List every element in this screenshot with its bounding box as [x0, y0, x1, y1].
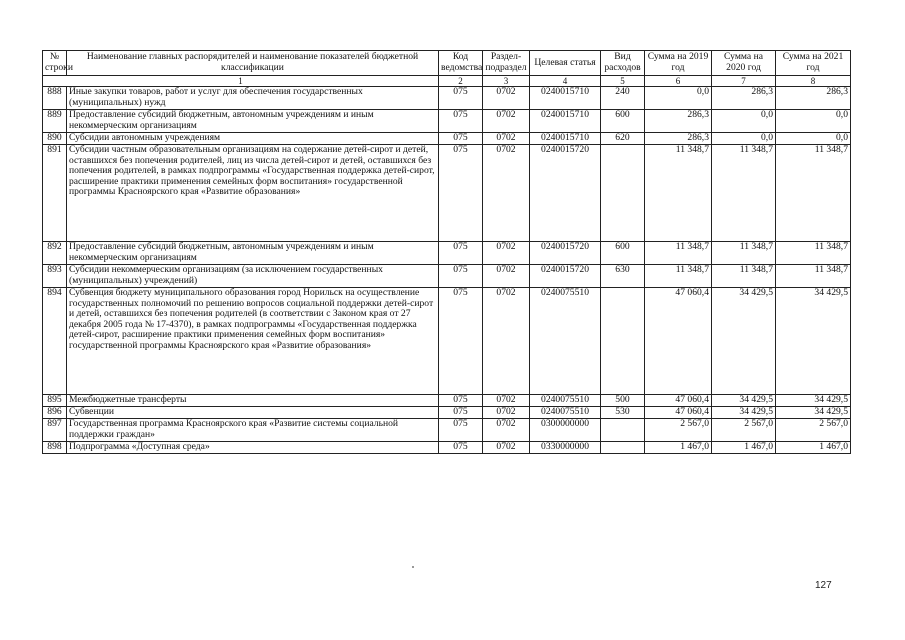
column-index-row	[43, 76, 851, 87]
row-expense-type	[601, 145, 645, 242]
row-sum-2021: 0,0	[776, 110, 851, 133]
row-name: Субвенция бюджету муниципального образования город Норильск на осуществление государственных полномочий по решению вопросов социальной поддержки детей-сирот и детей, оставшихся без попечения родителей (в соответствии с Законом края от 27 декабря 2005 года № 17-4370), в рамках подпрограммы «Государственная поддержка детей-сирот, расширение практики применения семейных форм воспитания» государственной программы Красноярского края «Развитие образования»	[67, 288, 439, 395]
row-name: Субсидии частным образовательным организациям на содержание детей-сирот и детей, оставшихся без попечения родителей, лиц из числа детей-сирот и детей, оставшихся без попечения родителей, в рамках подпрограммы «Государственная поддержка детей-сирот, расширение практики применения семейных форм воспитания» государственной программы Красноярского края «Развитие образования»	[67, 145, 439, 242]
column-index: 8	[776, 76, 851, 87]
row-section: 0702	[483, 407, 530, 419]
scan-artifact	[412, 566, 414, 568]
row-expense-type: 240	[601, 87, 645, 110]
column-index: 5	[601, 76, 645, 87]
row-expense-type: 530	[601, 407, 645, 419]
row-target-article: 0240015710	[530, 110, 601, 133]
row-section: 0702	[483, 395, 530, 407]
row-sum-2021: 286,3	[776, 87, 851, 110]
row-sum-2020: 11 348,7	[712, 145, 776, 242]
row-sum-2019: 286,3	[645, 133, 712, 145]
row-expense-type	[601, 442, 645, 454]
row-target-article: 0240015720	[530, 145, 601, 242]
row-sum-2020: 286,3	[712, 87, 776, 110]
row-name: Субсидии некоммерческим организациям (за исключением государственных (муниципальных) учреждений)	[67, 265, 439, 288]
table-row	[43, 242, 851, 265]
row-sum-2019: 47 060,4	[645, 407, 712, 419]
column-index: 6	[645, 76, 712, 87]
budget-sheet	[42, 50, 850, 454]
row-name: Иные закупки товаров, работ и услуг для обеспечения государственных (муниципальных) нужд	[67, 87, 439, 110]
row-sum-2021: 11 348,7	[776, 145, 851, 242]
table-row	[43, 407, 851, 419]
row-number: 891	[43, 145, 67, 242]
row-sum-2019: 11 348,7	[645, 265, 712, 288]
table-row	[43, 288, 851, 395]
row-sum-2019: 1 467,0	[645, 442, 712, 454]
row-number: 897	[43, 419, 67, 442]
row-target-article: 0240015710	[530, 87, 601, 110]
row-section: 0702	[483, 87, 530, 110]
row-expense-type: 500	[601, 395, 645, 407]
header-sum-2020: Сумма на 2020 год	[712, 51, 776, 76]
row-target-article: 0240075510	[530, 407, 601, 419]
page-number: 127	[815, 580, 832, 591]
row-number: 892	[43, 242, 67, 265]
row-sum-2020: 0,0	[712, 133, 776, 145]
row-expense-type: 630	[601, 265, 645, 288]
row-target-article: 0240075510	[530, 395, 601, 407]
row-number: 888	[43, 87, 67, 110]
row-dept-code: 075	[439, 242, 483, 265]
header-row-number: № строки	[43, 51, 67, 76]
row-section: 0702	[483, 133, 530, 145]
row-sum-2021: 0,0	[776, 133, 851, 145]
row-number: 894	[43, 288, 67, 395]
header-dept-code: Код ведомства	[439, 51, 483, 76]
row-target-article: 0240015720	[530, 242, 601, 265]
row-dept-code: 075	[439, 87, 483, 110]
row-sum-2019: 0,0	[645, 87, 712, 110]
row-section: 0702	[483, 288, 530, 395]
row-target-article: 0300000000	[530, 419, 601, 442]
row-sum-2019: 47 060,4	[645, 395, 712, 407]
row-section: 0702	[483, 242, 530, 265]
header-sum-2019: Сумма на 2019 год	[645, 51, 712, 76]
row-expense-type	[601, 288, 645, 395]
column-index: 2	[439, 76, 483, 87]
row-name: Государственная программа Красноярского края «Развитие системы социальной поддержки граждан»	[67, 419, 439, 442]
row-expense-type: 600	[601, 242, 645, 265]
row-target-article: 0240075510	[530, 288, 601, 395]
row-expense-type	[601, 419, 645, 442]
row-sum-2020: 34 429,5	[712, 407, 776, 419]
row-dept-code: 075	[439, 133, 483, 145]
row-name: Предоставление субсидий бюджетным, автономным учреждениям и иным некоммерческим организациям	[67, 242, 439, 265]
row-section: 0702	[483, 265, 530, 288]
table-row	[43, 133, 851, 145]
header-target-article: Целевая статья	[530, 51, 601, 76]
row-number: 889	[43, 110, 67, 133]
row-sum-2021: 34 429,5	[776, 395, 851, 407]
row-sum-2020: 2 567,0	[712, 419, 776, 442]
row-name: Межбюджетные трансферты	[67, 395, 439, 407]
header-expense-type: Вид расходов	[601, 51, 645, 76]
row-name: Предоставление субсидий бюджетным, автономным учреждениям и иным некоммерческим организациям	[67, 110, 439, 133]
row-sum-2020: 11 348,7	[712, 265, 776, 288]
row-sum-2021: 11 348,7	[776, 265, 851, 288]
row-target-article: 0240015710	[530, 133, 601, 145]
row-sum-2019: 11 348,7	[645, 145, 712, 242]
row-number: 895	[43, 395, 67, 407]
row-sum-2020: 0,0	[712, 110, 776, 133]
column-index: 4	[530, 76, 601, 87]
table-row	[43, 87, 851, 110]
row-sum-2019: 11 348,7	[645, 242, 712, 265]
table-row	[43, 145, 851, 242]
row-sum-2020: 34 429,5	[712, 395, 776, 407]
row-dept-code: 075	[439, 145, 483, 242]
row-name: Субвенции	[67, 407, 439, 419]
row-number: 893	[43, 265, 67, 288]
row-dept-code: 075	[439, 288, 483, 395]
row-sum-2020: 11 348,7	[712, 242, 776, 265]
row-dept-code: 075	[439, 419, 483, 442]
row-dept-code: 075	[439, 110, 483, 133]
row-sum-2019: 2 567,0	[645, 419, 712, 442]
row-number: 896	[43, 407, 67, 419]
row-dept-code: 075	[439, 265, 483, 288]
header-row	[43, 51, 851, 76]
row-section: 0702	[483, 419, 530, 442]
row-sum-2019: 286,3	[645, 110, 712, 133]
header-section: Раздел-подраздел	[483, 51, 530, 76]
column-index: 1	[43, 76, 439, 87]
row-dept-code: 075	[439, 407, 483, 419]
row-name: Подпрограмма «Доступная среда»	[67, 442, 439, 454]
row-sum-2020: 34 429,5	[712, 288, 776, 395]
row-number: 890	[43, 133, 67, 145]
row-sum-2021: 34 429,5	[776, 288, 851, 395]
row-sum-2021: 34 429,5	[776, 407, 851, 419]
row-section: 0702	[483, 442, 530, 454]
table-row	[43, 395, 851, 407]
row-section: 0702	[483, 110, 530, 133]
row-sum-2021: 1 467,0	[776, 442, 851, 454]
row-section: 0702	[483, 145, 530, 242]
column-index: 3	[483, 76, 530, 87]
column-index: 7	[712, 76, 776, 87]
row-expense-type: 600	[601, 110, 645, 133]
table-row	[43, 419, 851, 442]
row-sum-2021: 2 567,0	[776, 419, 851, 442]
row-number: 898	[43, 442, 67, 454]
row-dept-code: 075	[439, 395, 483, 407]
table-row	[43, 442, 851, 454]
header-name: Наименование главных распорядителей и наименование показателей бюджетной классификации	[67, 51, 439, 76]
row-target-article: 0240015720	[530, 265, 601, 288]
table-row	[43, 265, 851, 288]
row-sum-2020: 1 467,0	[712, 442, 776, 454]
budget-table	[42, 50, 851, 454]
table-row	[43, 110, 851, 133]
row-sum-2019: 47 060,4	[645, 288, 712, 395]
row-expense-type: 620	[601, 133, 645, 145]
header-sum-2021: Сумма на 2021 год	[776, 51, 851, 76]
row-dept-code: 075	[439, 442, 483, 454]
row-name: Субсидии автономным учреждениям	[67, 133, 439, 145]
row-sum-2021: 11 348,7	[776, 242, 851, 265]
row-target-article: 0330000000	[530, 442, 601, 454]
